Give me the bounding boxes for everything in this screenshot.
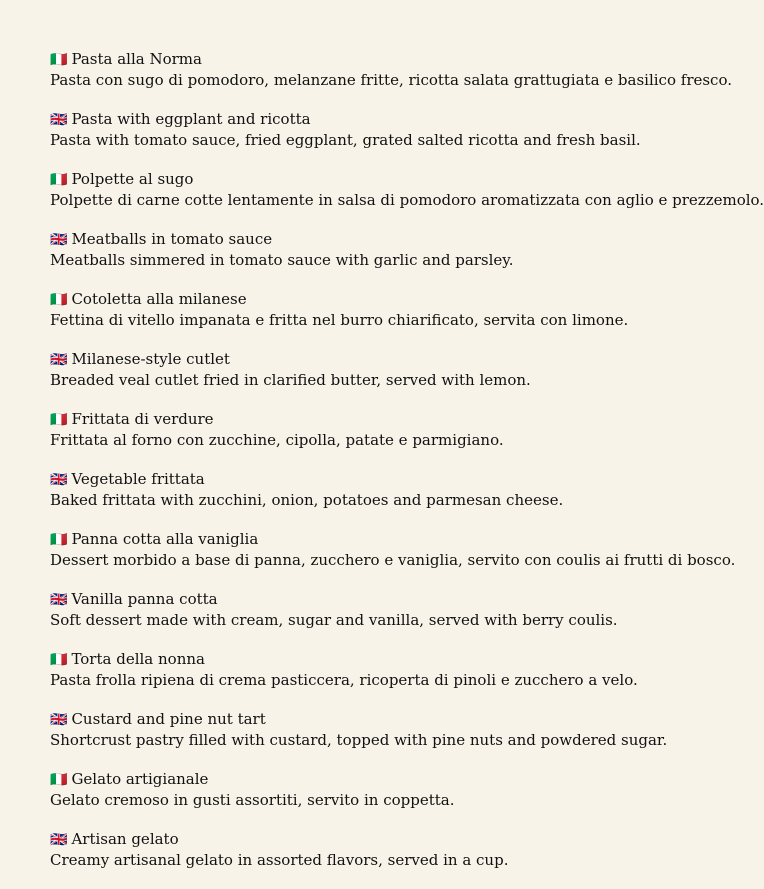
flag-icon: 🇮🇹 (50, 172, 68, 188)
item-title: Frittata di verdure (71, 410, 214, 428)
flag-icon: 🇬🇧 (50, 832, 68, 848)
item-title-line (50, 229, 620, 250)
item-title-line (50, 469, 620, 490)
flag-icon: 🇮🇹 (50, 292, 68, 308)
menu-item (50, 469, 620, 529)
item-title-line (50, 109, 620, 130)
item-description: Dessert morbido a base di panna, zucchero e vaniglia, servito con coulis ai frutti di bosco. (50, 551, 736, 569)
item-title-line (50, 829, 620, 850)
item-title-line (50, 49, 620, 70)
item-description: Breaded veal cutlet fried in clarified butter, served with lemon. (50, 371, 531, 389)
item-title: Panna cotta alla vaniglia (71, 530, 259, 548)
item-title: Pasta alla Norma (71, 50, 202, 68)
menu-item (50, 349, 620, 409)
item-description: Frittata al forno con zucchine, cipolla, patate e parmigiano. (50, 431, 504, 449)
item-description: Meatballs simmered in tomato sauce with garlic and parsley. (50, 251, 514, 269)
item-title: Custard and pine nut tart (71, 710, 266, 728)
item-title: Artisan gelato (71, 830, 179, 848)
item-title: Cotoletta alla milanese (71, 290, 247, 308)
item-title: Gelato artigianale (71, 770, 209, 788)
menu-item (50, 649, 638, 709)
item-title: Milanese-style cutlet (71, 350, 230, 368)
flag-icon: 🇮🇹 (50, 52, 68, 68)
item-title: Vanilla panna cotta (71, 590, 218, 608)
item-title: Pasta with eggplant and ricotta (71, 110, 311, 128)
item-title-line (50, 709, 620, 730)
item-description: Shortcrust pastry filled with custard, topped with pine nuts and powdered sugar. (50, 731, 668, 749)
item-title-line (50, 529, 620, 550)
item-title: Vegetable frittata (71, 470, 205, 488)
item-title-line (50, 289, 620, 310)
item-description: Gelato cremoso in gusti assortiti, servito in coppetta. (50, 791, 455, 809)
item-description: Pasta frolla ripiena di crema pasticcera, ricoperta di pinoli e zucchero a velo. (50, 671, 638, 689)
item-description: Pasta with tomato sauce, fried eggplant, grated salted ricotta and fresh basil. (50, 131, 641, 149)
item-title: Torta della nonna (71, 650, 205, 668)
item-description: Pasta con sugo di pomodoro, melanzane fritte, ricotta salata grattugiata e basilico fresco. (50, 71, 732, 89)
flag-icon: 🇬🇧 (50, 592, 68, 608)
item-description: Polpette di carne cotte lentamente in salsa di pomodoro aromatizzata con aglio e prezzemolo. (50, 191, 764, 209)
flag-icon: 🇮🇹 (50, 532, 68, 548)
menu-item (50, 289, 629, 349)
item-description: Baked frittata with zucchini, onion, potatoes and parmesan cheese. (50, 491, 564, 509)
item-title: Meatballs in tomato sauce (71, 230, 273, 248)
item-title-line (50, 349, 620, 370)
menu-item (50, 49, 732, 109)
menu-item (50, 589, 620, 649)
menu-item (50, 229, 620, 289)
menu-list (50, 49, 764, 889)
menu-item (50, 169, 764, 229)
flag-icon: 🇬🇧 (50, 472, 68, 488)
flag-icon: 🇬🇧 (50, 112, 68, 128)
item-title-line (50, 589, 620, 610)
item-title-line (50, 769, 620, 790)
menu-item (50, 529, 736, 589)
item-title-line (50, 169, 620, 190)
item-description: Soft dessert made with cream, sugar and vanilla, served with berry coulis. (50, 611, 618, 629)
flag-icon: 🇬🇧 (50, 352, 68, 368)
item-description: Fettina di vitello impanata e fritta nel burro chiarificato, servita con limone. (50, 311, 629, 329)
item-title-line (50, 409, 620, 430)
item-description: Creamy artisanal gelato in assorted flavors, served in a cup. (50, 851, 509, 869)
flag-icon: 🇬🇧 (50, 232, 68, 248)
flag-icon: 🇮🇹 (50, 772, 68, 788)
item-title: Polpette al sugo (71, 170, 194, 188)
menu-item (50, 709, 668, 769)
flag-icon: 🇬🇧 (50, 712, 68, 728)
menu-item (50, 829, 620, 889)
menu-item (50, 409, 620, 469)
menu-item (50, 109, 641, 169)
menu-item (50, 769, 620, 829)
item-title-line (50, 649, 620, 670)
flag-icon: 🇮🇹 (50, 412, 68, 428)
flag-icon: 🇮🇹 (50, 652, 68, 668)
